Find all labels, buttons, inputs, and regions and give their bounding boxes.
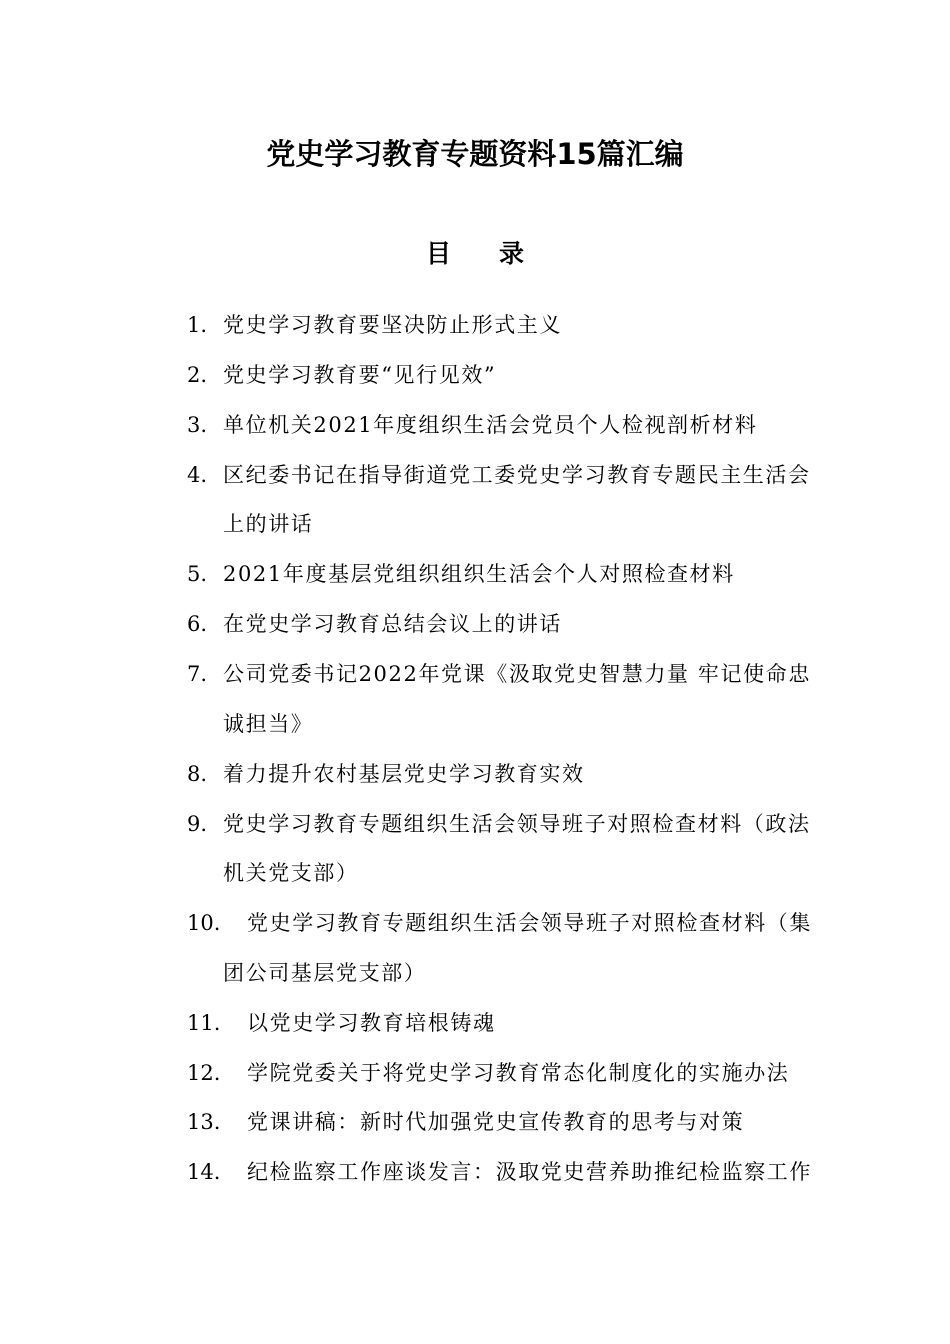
toc-item-number: 3. [187,413,208,437]
toc-item-text: 单位机关2021年度组织生活会党员个人检视剖析材料 [223,413,758,437]
toc-item-number: 7. [187,662,208,686]
toc-item-number: 2. [187,363,208,387]
toc-item-continuation-text: 诚担当》 [223,712,314,736]
toc-item-number: 4. [187,463,208,487]
toc-item-continuation-text: 团公司基层党支部） [223,961,427,985]
toc-item-text: 2021年度基层党组织组织生活会个人对照检查材料 [223,562,735,586]
toc-item-number: 12. [187,1061,221,1085]
toc-item-number: 13. [187,1110,221,1134]
toc-item-text: 学院党委关于将党史学习教育常态化制度化的实施办法 [247,1061,790,1085]
toc-item-text: 党史学习教育专题组织生活会领导班子对照检查材料（集 [247,911,812,935]
toc-item-text: 纪检监察工作座谈发言：汲取党史营养助推纪检监察工作 [247,1160,812,1184]
toc-item-text: 着力提升农村基层党史学习教育实效 [223,762,585,786]
toc-item-text: 党史学习教育专题组织生活会领导班子对照检查材料（政法 [223,812,811,836]
toc-item-number: 8. [187,762,208,786]
toc-item-text: 区纪委书记在指导街道党工委党史学习教育专题民主生活会 [223,463,811,487]
document-title: 党史学习教育专题资料15篇汇编 [266,137,684,171]
toc-item-number: 11. [187,1011,221,1035]
toc-item-text: 党史学习教育要坚决防止形式主义 [223,313,562,337]
toc-item-number: 5. [187,562,208,586]
toc-item-continuation-text: 机关党支部） [223,861,359,885]
toc-item-text: 在党史学习教育总结会议上的讲话 [223,612,562,636]
toc-item-number: 1. [187,313,208,337]
toc-item-number: 14. [187,1160,221,1184]
toc-item-continuation-text: 上的讲话 [223,512,314,536]
toc-item-text: 党课讲稿：新时代加强党史宣传教育的思考与对策 [247,1110,745,1134]
toc-item-text: 公司党委书记2022年党课《汲取党史智慧力量 牢记使命忠 [223,662,811,686]
toc-item-number: 9. [187,812,208,836]
toc-heading-char-2: 录 [499,239,525,268]
toc-item-number: 6. [187,612,208,636]
toc-item-text: 以党史学习教育培根铸魂 [247,1011,496,1035]
toc-item-number: 10. [187,911,221,935]
toc-item-text: 党史学习教育要“见行见效” [223,363,497,387]
toc-heading-char-1: 目 [425,239,451,268]
